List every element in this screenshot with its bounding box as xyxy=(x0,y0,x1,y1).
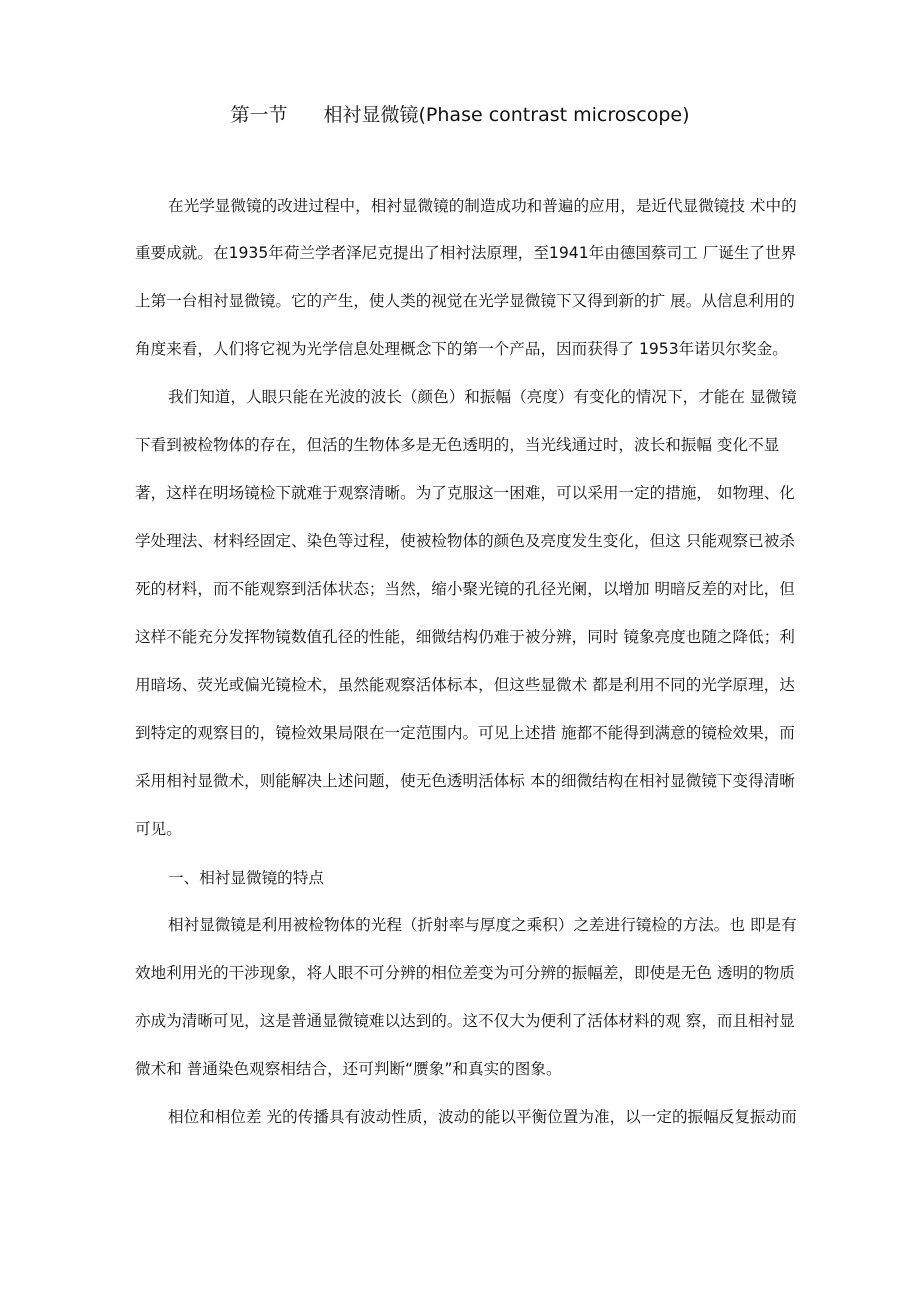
paragraph-line: 上第一台相衬显微镜。它的产生，使人类的视觉在光学显微镜下又得到新的扩 展。从信息利用的 xyxy=(135,292,795,310)
paragraph-line: 著，这样在明场镜检下就难于观察清晰。为了克服这一困难，可以采用一定的措施， 如物理、化 xyxy=(135,484,795,502)
paragraph-line: 微术和 普通染色观察相结合，还可判断“赝象”和真实的图象。 xyxy=(135,1060,562,1078)
paragraph-line: 效地利用光的干涉现象，将人眼不可分辨的相位差变为可分辨的振幅差，即使是无色 透明的物质 xyxy=(135,964,795,982)
paragraph-line: 这样不能充分发挥物镜数值孔径的性能，细微结构仍难于被分辨，同时 镜象亮度也随之降低；利 xyxy=(135,628,795,646)
paragraph-line: 用暗场、荧光或偏光镜检术，虽然能观察活体标本，但这些显微术 都是利用不同的光学原理，达 xyxy=(135,676,795,694)
paragraph-line: 学处理法、材料经固定、染色等过程，使被检物体的颜色及亮度发生变化，但这 只能观察已被杀 xyxy=(135,532,795,550)
section-heading: 一、相衬显微镜的特点 xyxy=(168,869,324,887)
paragraph-line: 在光学显微镜的改进过程中，相衬显微镜的制造成功和普遍的应用，是近代显微镜技 术中的 xyxy=(168,197,797,215)
paragraph-line: 亦成为清晰可见，这是普通显微镜难以达到的。这不仅大为便利了活体材料的观 察，而且相衬显 xyxy=(135,1012,795,1030)
paragraph-line: 相衬显微镜是利用被检物体的光程（折射率与厚度之乘积）之差进行镜检的方法。也 即是有 xyxy=(168,916,797,934)
paragraph-line: 我们知道，人眼只能在光波的波长（颜色）和振幅（亮度）有变化的情况下，才能在 显微镜 xyxy=(168,388,797,406)
paragraph-line: 相位和相位差 光的传播具有波动性质，波动的能以平衡位置为准，以一定的振幅反复振动而 xyxy=(168,1108,797,1126)
paragraph-line: 角度来看，人们将它视为光学信息处理概念下的第一个产品，因而获得了 1953年诺贝尔奖金。 xyxy=(135,340,788,358)
paragraph-line: 死的材料，而不能观察到活体状态；当然，缩小聚光镜的孔径光阑，以增加 明暗反差的对比，但 xyxy=(135,580,795,598)
section-name: 相衬显微镜(Phase contrast microscope) xyxy=(323,104,690,126)
section-number: 第一节 xyxy=(230,104,288,126)
paragraph-line: 可见。 xyxy=(135,820,182,838)
paragraph-line: 下看到被检物体的存在，但活的生物体多是无色透明的，当光线通过时，波长和振幅 变化不显 xyxy=(135,436,780,454)
page-title xyxy=(0,100,920,130)
paragraph-line: 采用相衬显微术，则能解决上述问题，使无色透明活体标 本的细微结构在相衬显微镜下变得清晰 xyxy=(135,772,795,790)
paragraph-line: 到特定的观察目的，镜检效果局限在一定范围内。可见上述措 施都不能得到满意的镜检效果，而 xyxy=(135,724,795,742)
paragraph-line: 重要成就。在1935年荷兰学者泽尼克提出了相衬法原理，至1941年由德国蔡司工 厂诞生了世界 xyxy=(135,244,797,262)
